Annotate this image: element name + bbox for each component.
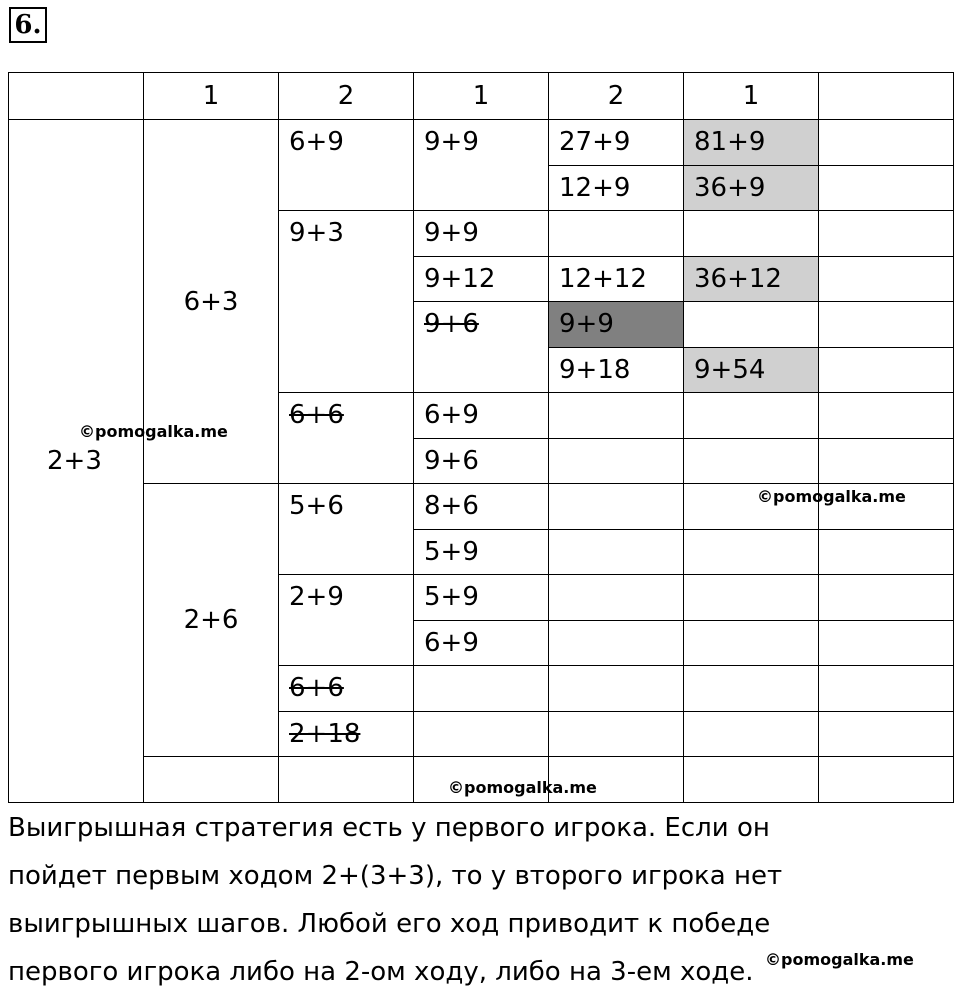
empty-cell — [549, 620, 684, 666]
explanation-paragraph — [8, 804, 953, 996]
empty-cell — [819, 529, 954, 575]
move-level4: 9+12 — [414, 256, 549, 302]
empty-cell — [549, 393, 684, 439]
empty-cell — [414, 666, 549, 712]
header-cell: 1 — [684, 73, 819, 120]
move-level5: 12+12 — [549, 256, 684, 302]
move-level4: 9+9 — [414, 120, 549, 211]
move-level5: 27+9 — [549, 120, 684, 166]
winning-move: 36+12 — [684, 256, 819, 302]
paragraph-line: Выигрышная стратегия есть у первого игрока. Если он — [8, 813, 770, 843]
header-row — [9, 73, 954, 120]
empty-cell — [684, 211, 819, 257]
winning-move: 36+9 — [684, 165, 819, 211]
move-level3: 2+9 — [279, 575, 414, 666]
move-level3: 9+3 — [279, 211, 414, 393]
header-cell — [9, 73, 144, 120]
move-level2: 6+3 — [144, 120, 279, 484]
header-cell: 1 — [144, 73, 279, 120]
paragraph-line: первого игрока либо на 2-ом ходу, либо на 3-ем ходе. — [8, 957, 754, 987]
empty-cell — [684, 575, 819, 621]
winning-move: 9+54 — [684, 347, 819, 393]
table-row — [9, 120, 954, 166]
empty-cell — [144, 757, 279, 803]
empty-cell — [819, 256, 954, 302]
watermark: ©pomogalka.me — [765, 950, 914, 969]
empty-cell — [684, 302, 819, 348]
header-cell: 2 — [279, 73, 414, 120]
empty-cell — [684, 529, 819, 575]
empty-cell — [684, 757, 819, 803]
move-level4: 9+9 — [414, 211, 549, 257]
move-level3: 5+6 — [279, 484, 414, 575]
empty-cell — [414, 711, 549, 757]
empty-cell — [819, 711, 954, 757]
watermark: ©pomogalka.me — [448, 778, 597, 797]
empty-cell — [819, 575, 954, 621]
paragraph-line: пойдет первым ходом 2+(3+3), то у второго игрока нет — [8, 861, 783, 891]
struck-move: 9+6 — [424, 309, 479, 339]
empty-cell — [819, 393, 954, 439]
empty-cell — [549, 666, 684, 712]
move-level4 — [414, 302, 549, 393]
struck-move: 6+6 — [289, 400, 344, 430]
move-level4: 5+9 — [414, 529, 549, 575]
empty-cell — [819, 757, 954, 803]
empty-cell — [684, 711, 819, 757]
empty-cell — [819, 666, 954, 712]
empty-cell — [549, 529, 684, 575]
empty-cell — [549, 484, 684, 530]
empty-cell — [684, 438, 819, 484]
empty-cell — [819, 347, 954, 393]
winning-move: 81+9 — [684, 120, 819, 166]
move-level3: 6+9 — [279, 120, 414, 211]
move-level5: 9+18 — [549, 347, 684, 393]
dark-move: 9+9 — [549, 302, 684, 348]
paragraph-line: выигрышных шагов. Любой его ход приводит к победе — [8, 909, 771, 939]
move-level2: 2+6 — [144, 484, 279, 757]
empty-cell — [279, 757, 414, 803]
empty-cell — [549, 711, 684, 757]
empty-cell — [549, 211, 684, 257]
move-level4: 8+6 — [414, 484, 549, 530]
move-level4: 6+9 — [414, 620, 549, 666]
header-cell: 2 — [549, 73, 684, 120]
empty-cell — [819, 120, 954, 166]
move-level5: 12+9 — [549, 165, 684, 211]
struck-move: 2+18 — [289, 718, 361, 749]
empty-cell — [684, 393, 819, 439]
header-cell — [819, 73, 954, 120]
move-level3 — [279, 393, 414, 484]
empty-cell — [819, 620, 954, 666]
move-level4: 9+6 — [414, 438, 549, 484]
empty-cell — [819, 302, 954, 348]
empty-cell — [549, 575, 684, 621]
move-level4: 5+9 — [414, 575, 549, 621]
struck-move: 6+6 — [289, 673, 344, 703]
empty-cell — [684, 666, 819, 712]
move-level3 — [279, 666, 414, 712]
watermark: ©pomogalka.me — [757, 487, 906, 506]
empty-cell — [819, 211, 954, 257]
empty-cell — [819, 438, 954, 484]
watermark: ©pomogalka.me — [79, 422, 228, 441]
empty-cell — [819, 165, 954, 211]
move-level4: 6+9 — [414, 393, 549, 439]
task-number: 6. — [9, 7, 47, 43]
header-cell: 1 — [414, 73, 549, 120]
move-level1: 2+3 — [9, 120, 144, 803]
empty-cell — [549, 438, 684, 484]
move-level3 — [279, 711, 414, 757]
empty-cell — [684, 620, 819, 666]
